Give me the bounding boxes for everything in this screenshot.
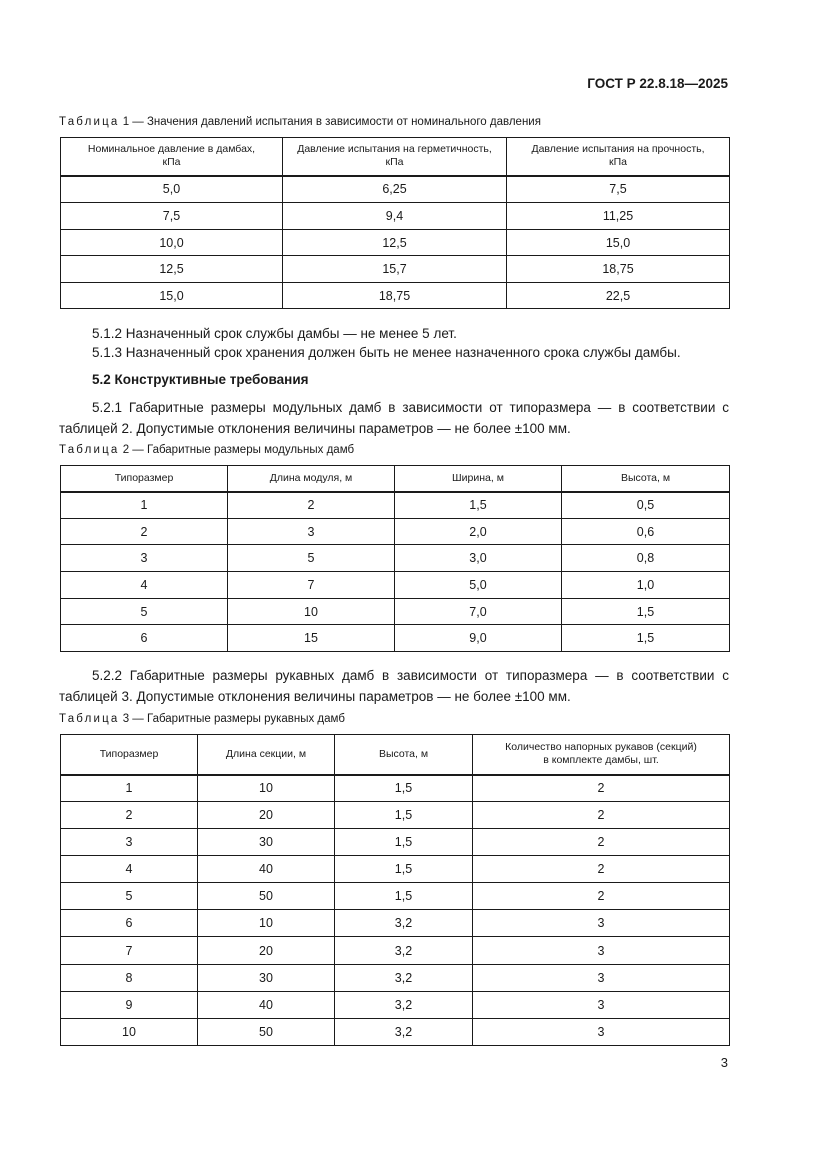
table2-caption-word: Таблица <box>59 444 120 456</box>
table-cell: 6 <box>61 910 198 937</box>
table-cell: 15,0 <box>507 230 730 256</box>
table-cell: 10 <box>198 775 335 802</box>
table3-header-cell: Количество напорных рукавов (секций) в комплекте дамбы, шт. <box>473 735 730 775</box>
table-cell: 2,0 <box>395 519 562 545</box>
table1-header-cell: Давление испытания на прочность, кПа <box>507 138 730 176</box>
table3 <box>60 734 730 1046</box>
table-cell: 7 <box>228 572 395 599</box>
table-cell: 1,5 <box>335 883 473 910</box>
table-cell: 0,5 <box>562 492 730 519</box>
table-row <box>61 937 730 965</box>
table2-caption <box>59 444 354 456</box>
table-cell: 2 <box>473 883 730 910</box>
table-cell: 15,7 <box>283 256 507 283</box>
table-row <box>61 230 730 256</box>
table-row <box>61 625 730 652</box>
table-cell: 9,4 <box>283 203 507 230</box>
table-cell: 5,0 <box>61 176 283 203</box>
table-cell: 3 <box>228 519 395 545</box>
table-cell: 18,75 <box>507 256 730 283</box>
table-cell: 5 <box>61 883 198 910</box>
table-cell: 1 <box>61 775 198 802</box>
table1-header-cell: Давление испытания на герметичность, кПа <box>283 138 507 176</box>
table-row <box>61 965 730 992</box>
table2-header-row <box>61 466 730 492</box>
table-cell: 1 <box>61 492 228 519</box>
table-cell: 40 <box>198 992 335 1019</box>
table3-header-row <box>61 735 730 775</box>
table-cell: 3,2 <box>335 937 473 965</box>
table-row <box>61 1019 730 1046</box>
table-cell: 6 <box>61 625 228 652</box>
table-row <box>61 203 730 230</box>
table-row <box>61 545 730 572</box>
table-cell: 40 <box>198 856 335 883</box>
table-cell: 7 <box>61 937 198 965</box>
table-cell: 10 <box>198 910 335 937</box>
table-cell: 3 <box>473 965 730 992</box>
table-cell: 0,6 <box>562 519 730 545</box>
table-cell: 7,5 <box>507 176 730 203</box>
table-cell: 1,5 <box>335 802 473 829</box>
table-cell: 3,2 <box>335 910 473 937</box>
table-cell: 5,0 <box>395 572 562 599</box>
table-cell: 10 <box>228 599 395 625</box>
table-row <box>61 599 730 625</box>
table-cell: 9 <box>61 992 198 1019</box>
table-cell: 18,75 <box>283 283 507 309</box>
table2-caption-text: 2 — Габаритные размеры модульных дамб <box>119 444 355 456</box>
table-cell: 3,2 <box>335 1019 473 1046</box>
table2-header-cell: Типоразмер <box>61 466 228 492</box>
table3-caption <box>59 713 345 725</box>
table1-caption-text: 1 — Значения давлений испытания в зависимости от номинального давления <box>119 116 541 128</box>
table-cell: 15,0 <box>61 283 283 309</box>
clause-5-2-2: 5.2.2 Габаритные размеры рукавных дамб в зависимости от типоразмера — в соответствии с таблицей 3. Допустимые отклонения величины параметров — не более ±100 мм. <box>59 668 729 704</box>
table1-caption-word: Таблица <box>59 116 120 128</box>
table-cell: 6,25 <box>283 176 507 203</box>
table-cell: 30 <box>198 829 335 856</box>
table-row <box>61 572 730 599</box>
table-cell: 10,0 <box>61 230 283 256</box>
table-row <box>61 802 730 829</box>
table-row <box>61 829 730 856</box>
table-cell: 9,0 <box>395 625 562 652</box>
table-row <box>61 519 730 545</box>
table-cell: 10 <box>61 1019 198 1046</box>
table-cell: 5 <box>228 545 395 572</box>
table-row <box>61 910 730 937</box>
table-cell: 2 <box>473 856 730 883</box>
table-cell: 2 <box>61 519 228 545</box>
table-row <box>61 883 730 910</box>
table-cell: 3 <box>61 829 198 856</box>
table-cell: 1,5 <box>335 829 473 856</box>
table-cell: 3 <box>61 545 228 572</box>
table-cell: 8 <box>61 965 198 992</box>
clause-5-1-2: 5.1.2 Назначенный срок службы дамбы — не менее 5 лет. <box>92 326 457 341</box>
table1-caption <box>59 116 541 128</box>
table-cell: 15 <box>228 625 395 652</box>
table-row <box>61 992 730 1019</box>
table-cell: 30 <box>198 965 335 992</box>
table-cell: 20 <box>198 937 335 965</box>
table-cell: 3,2 <box>335 965 473 992</box>
table2-header-cell: Высота, м <box>562 466 730 492</box>
table-cell: 3 <box>473 1019 730 1046</box>
page-number: 3 <box>720 1055 728 1070</box>
table2-header-cell: Ширина, м <box>395 466 562 492</box>
table-cell: 1,5 <box>335 775 473 802</box>
table-cell: 1,5 <box>562 599 730 625</box>
table-row <box>61 283 730 309</box>
table-cell: 3 <box>473 910 730 937</box>
table-cell: 1,0 <box>562 572 730 599</box>
table-cell: 3,2 <box>335 992 473 1019</box>
table-row <box>61 176 730 203</box>
document-code: ГОСТ Р 22.8.18—2025 <box>587 76 728 91</box>
table3-caption-text: 3 — Габаритные размеры рукавных дамб <box>119 713 345 725</box>
table-cell: 5 <box>61 599 228 625</box>
table2 <box>60 465 730 652</box>
table-cell: 1,5 <box>562 625 730 652</box>
section-heading-5-2: 5.2 Конструктивные требования <box>92 372 309 387</box>
table-row <box>61 256 730 283</box>
table-cell: 0,8 <box>562 545 730 572</box>
clause-5-2-1: 5.2.1 Габаритные размеры модульных дамб в зависимости от типоразмера — в соответствии с таблицей 2. Допустимые отклонения величины параметров — не более ±100 мм. <box>59 400 729 436</box>
table-cell: 50 <box>198 1019 335 1046</box>
table-cell: 2 <box>228 492 395 519</box>
table1 <box>60 137 730 309</box>
table3-caption-word: Таблица <box>59 713 120 725</box>
table1-header-row <box>61 138 730 176</box>
table-cell: 2 <box>473 775 730 802</box>
table-cell: 12,5 <box>61 256 283 283</box>
table3-header-cell: Типоразмер <box>61 735 198 775</box>
clause-5-1-3: 5.1.3 Назначенный срок хранения должен быть не менее назначенного срока службы дамбы. <box>92 345 681 360</box>
table-row <box>61 856 730 883</box>
table-cell: 3 <box>473 992 730 1019</box>
table3-header-cell: Длина секции, м <box>198 735 335 775</box>
table-cell: 20 <box>198 802 335 829</box>
table2-header-cell: Длина модуля, м <box>228 466 395 492</box>
table-cell: 2 <box>473 802 730 829</box>
table-cell: 1,5 <box>395 492 562 519</box>
table1-header-cell: Номинальное давление в дамбах, кПа <box>61 138 283 176</box>
table-cell: 3,0 <box>395 545 562 572</box>
table3-header-cell: Высота, м <box>335 735 473 775</box>
table-cell: 1,5 <box>335 856 473 883</box>
table-cell: 2 <box>61 802 198 829</box>
table-cell: 3 <box>473 937 730 965</box>
table-cell: 4 <box>61 572 228 599</box>
table-cell: 7,5 <box>61 203 283 230</box>
table-cell: 12,5 <box>283 230 507 256</box>
table-cell: 4 <box>61 856 198 883</box>
table-row <box>61 492 730 519</box>
table-row <box>61 775 730 802</box>
table-cell: 2 <box>473 829 730 856</box>
table-cell: 11,25 <box>507 203 730 230</box>
table-cell: 7,0 <box>395 599 562 625</box>
table-cell: 50 <box>198 883 335 910</box>
table-cell: 22,5 <box>507 283 730 309</box>
